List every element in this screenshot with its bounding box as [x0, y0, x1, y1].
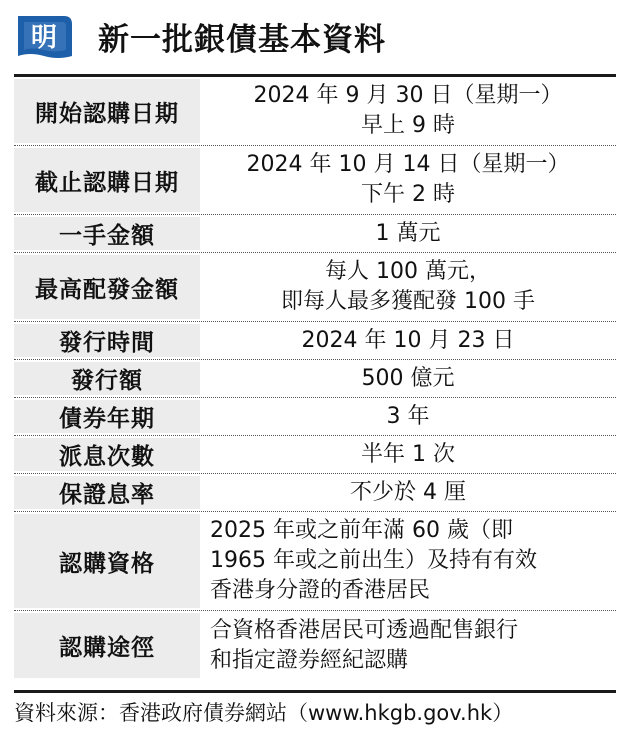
row-value-line: 和指定證券經紀認購 [210, 647, 409, 673]
row-label: 一手金額 [14, 217, 200, 250]
row-value-line: 下午 2 時 [361, 182, 455, 207]
page-title: 新一批銀債基本資料 [98, 22, 386, 58]
ming-pao-logo-icon [14, 12, 76, 62]
row-label: 認購資格 [14, 514, 200, 608]
row-value [200, 215, 616, 252]
row-label: 債券年期 [14, 400, 200, 433]
row-value-line: 香港身分證的香港居民 [210, 578, 431, 603]
row-value-line: 2024 年 10 月 23 日 [301, 327, 515, 353]
table-row [14, 611, 616, 680]
row-value-line: 不少於 4 厘 [350, 479, 466, 505]
table-row [14, 398, 616, 436]
row-value-line: 1965 年或之前出生）及持有有效 [210, 548, 537, 573]
table-row [14, 215, 616, 253]
row-value-line: 1 萬元 [375, 220, 441, 246]
table-row [14, 512, 616, 611]
row-label: 開始認購日期 [14, 79, 200, 143]
row-value [200, 474, 616, 511]
bottom-rule [14, 690, 616, 693]
row-value [200, 436, 616, 473]
row-value-line: 2025 年或之前年滿 60 歲（即 [210, 518, 513, 543]
row-value [200, 398, 616, 435]
source-note: 資料來源：香港政府債券網站（www.hkgb.gov.hk） [14, 701, 514, 725]
table-row [14, 77, 616, 146]
row-value [200, 322, 616, 359]
row-label: 派息次數 [14, 438, 200, 471]
table-row [14, 253, 616, 322]
row-value [200, 146, 616, 214]
table-row [14, 436, 616, 474]
row-value [200, 360, 616, 397]
row-label: 發行額 [14, 362, 200, 395]
info-table [14, 77, 616, 680]
row-value-line: 每人 100 萬元， [325, 259, 491, 284]
header [0, 0, 630, 72]
row-label: 發行時間 [14, 324, 200, 357]
row-value-line: 半年 1 次 [361, 441, 455, 467]
table-row [14, 146, 616, 215]
table-row [14, 474, 616, 512]
row-value [200, 77, 616, 145]
row-label: 最高配發金額 [14, 255, 200, 319]
logo-glyph: 明 [30, 23, 58, 53]
row-value-line: 合資格香港居民可透過配售銀行 [210, 617, 519, 643]
row-value-line: 即每人最多獲配發 100 手 [281, 289, 535, 314]
row-value [200, 253, 616, 321]
row-label: 認購途徑 [14, 613, 200, 678]
row-value [200, 611, 616, 680]
row-value-line: 2024 年 10 月 14 日（星期一） [246, 152, 570, 177]
row-value-line: 早上 9 時 [361, 113, 455, 138]
row-value-line: 500 億元 [361, 365, 455, 391]
row-value-line: 3 年 [386, 403, 430, 429]
row-value-line: 2024 年 9 月 30 日（星期一） [253, 83, 563, 108]
table-row [14, 360, 616, 398]
table-row [14, 322, 616, 360]
row-label: 保證息率 [14, 476, 200, 509]
row-label: 截止認購日期 [14, 148, 200, 212]
row-value [200, 512, 616, 610]
